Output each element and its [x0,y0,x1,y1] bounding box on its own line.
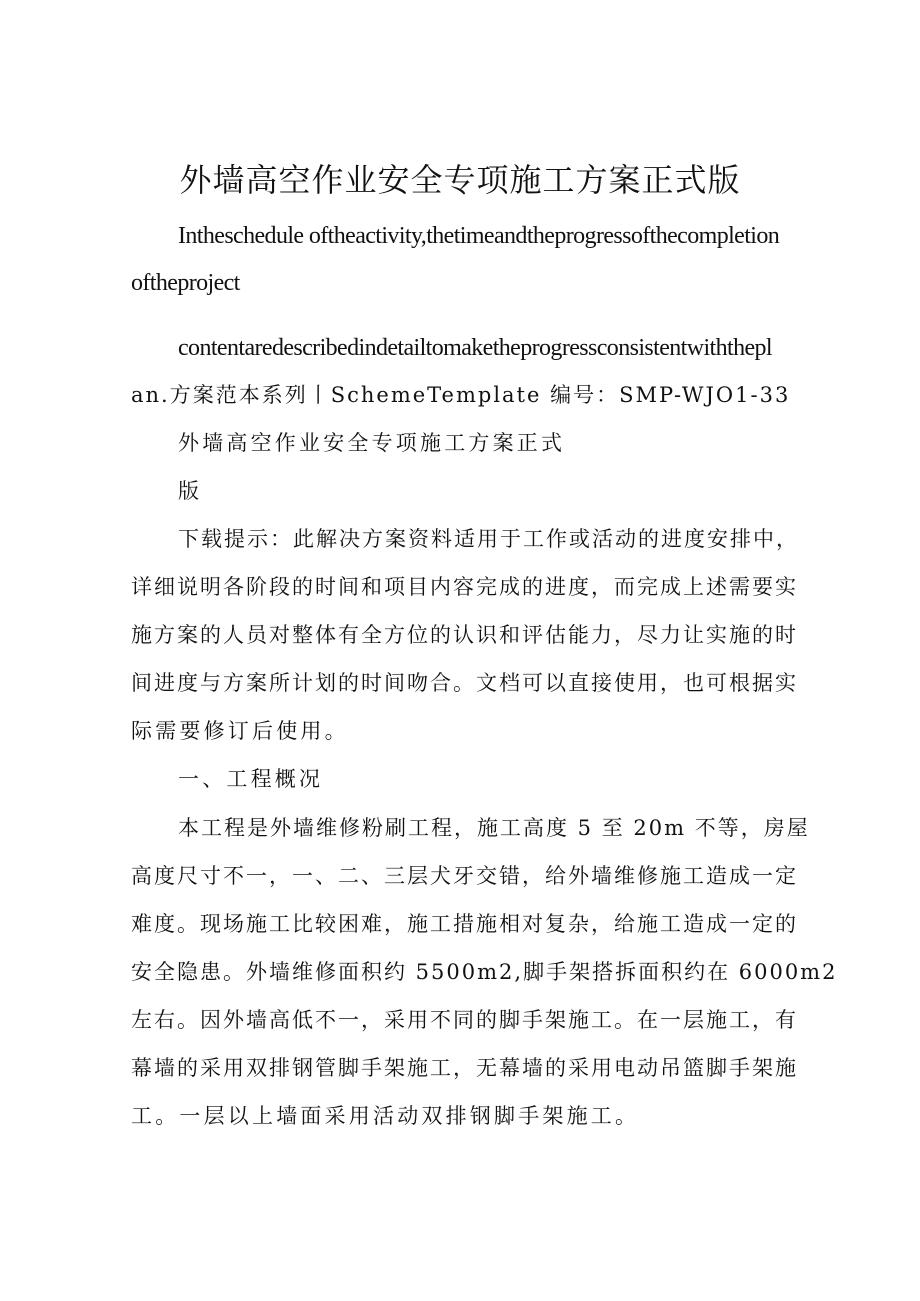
download-tip-line-5: 际需要修订后使用。 [131,719,349,743]
download-tip-line-2: 详细说明各阶段的时间和项目内容完成的进度，而完成上述需要实 [131,575,798,599]
section-1-line-1: 本工程是外墙维修粉刷工程，施工高度 5 至 20m 不等，房屋 [178,816,810,840]
download-tip-line-3: 施方案的人员对整体有全方位的认识和评估能力，尽力让实施的时 [131,623,798,647]
intro-en-line-3: contentaredescribedindetailtomaketheprogressconsistentwiththepl [178,335,772,361]
document-title: 外墙高空作业安全专项施工方案正式版 [179,161,741,199]
download-tip-line-4: 间进度与方案所计划的时间吻合。文档可以直接使用，也可根据实 [131,671,798,695]
subtitle-line-2: 版 [178,479,203,503]
section-1-line-5: 左右。因外墙高低不一，采用不同的脚手架施工。在一层施工，有 [131,1008,798,1032]
section-1-line-6: 幕墙的采用双排钢管脚手架施工，无幕墙的采用电动吊篮脚手架施 [131,1056,798,1080]
section-1-line-7: 工。一层以上墙面采用活动双排钢脚手架施工。 [131,1104,640,1128]
section-1-heading: 一、工程概况 [178,767,324,791]
section-1-line-4: 安全隐患。外墙维修面积约 5500m2,脚手架搭拆面积约在 6000m2 [131,960,838,984]
intro-en-line-2: oftheproject [131,270,240,296]
download-tip-line-1: 下载提示：此解决方案资料适用于工作或活动的进度安排中， [178,527,799,551]
subtitle-line-1: 外墙高空作业安全专项施工方案正式 [178,431,566,455]
section-1-line-2: 高度尺寸不一，一、二、三层犬牙交错，给外墙维修施工造成一定 [131,864,798,888]
section-1-line-3: 难度。现场施工比较困难，施工措施相对复杂，给施工造成一定的 [131,912,798,936]
scheme-code-line: an.方案范本系列丨SchemeTemplate 编号：SMP-WJO1-33 [131,383,791,407]
intro-en-line-1: Intheschedule oftheactivity,thetimeandtheprogressofthecompletion [178,223,780,249]
